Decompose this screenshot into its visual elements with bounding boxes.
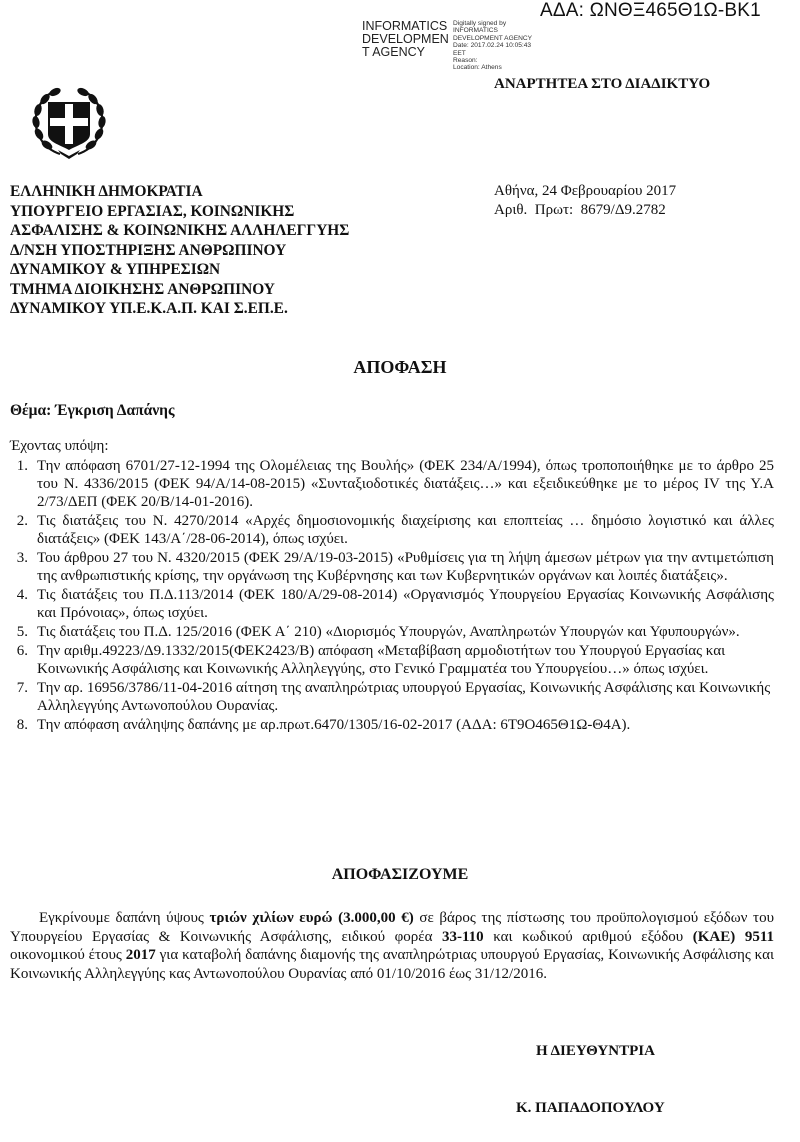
authority-line: ΔΥΝΑΜΙΚΟΥ ΥΠ.Ε.Κ.Α.Π. ΚΑΙ Σ.ΕΠ.Ε.: [10, 300, 288, 317]
authority-line: ΔΥΝΑΜΙΚΟΥ & ΥΠΗΡΕΣΙΩΝ: [10, 261, 221, 278]
list-item: [10, 623, 774, 641]
signature-detail-line: Digitally signed by: [453, 20, 507, 27]
item-number: 1.: [16, 458, 28, 474]
digital-signer: [362, 20, 449, 59]
authority-line: ΤΜΗΜΑ ΔΙΟΙΚΗΣΗΣ ΑΝΘΡΩΠΙΝΟΥ: [10, 280, 275, 298]
ada-code: ΑΔΑ: ΩΝΘΞ465Θ1Ω-ΒΚ1: [540, 0, 761, 21]
item-text: Τις διατάξεις του Π.Δ. 125/2016 (ΦΕΚ Α΄ 210) «Διορισμός Υπουργών, Αναπληρωτών Υπουργών και Υφυπουργών».: [37, 624, 740, 640]
item-text: Την αριθμ.49223/Δ9.1332/2015(ΦΕΚ2423/Β) απόφαση «Μεταβίβαση αρμοδιοτήτων του Υπουργού Εργασίας και Κοινωνικής Ασφάλισης και Κοινωνικής Αλληλεγγύης, στο Γενικό Γραμματέα του Υπουργείου…» όπως ισχύει.: [37, 643, 726, 677]
authority-line: Δ/ΝΣΗ ΥΠΟΣΤΗΡΙΞΗΣ ΑΝΘΡΩΠΙΝΟΥ: [10, 241, 287, 259]
issuing-authority: [10, 182, 349, 319]
signatory-title: Η ΔΙΕΥΘΥΝΤΡΙΑ: [536, 1043, 655, 1059]
special-body-code: 33-110: [441, 928, 484, 945]
protocol-number: Αριθ. Πρωτ: 8679/Δ9.2782: [494, 202, 666, 218]
list-item: [10, 586, 774, 622]
decision-text: και κωδικού αριθμού εξόδου: [483, 928, 693, 945]
considering-label: Έχοντας υπόψη:: [10, 438, 109, 454]
decision-text: Εγκρίνουμε δαπάνη ύψους: [39, 910, 210, 926]
signature-detail-line: INFORMATICS: [453, 27, 498, 35]
item-number: 8.: [16, 717, 28, 733]
list-item: [10, 716, 774, 734]
signer-line: INFORMATICS: [362, 19, 448, 33]
place-date: Αθήνα, 24 Φεβρουαρίου 2017: [494, 183, 677, 199]
item-number: 7.: [16, 680, 28, 696]
item-number: 4.: [16, 587, 28, 603]
item-text: Την αρ. 16956/3786/11-04-2016 αίτηση της αναπληρώτριας υπουργού Εργασίας, Κοινωνικής Ασφάλισης και Κοινωνικής Αλληλεγγύης Αντωνοπούλου Ουρανίας.: [37, 680, 771, 714]
decision-text: σε βάρος της πίστωσης του προϋπολογισμού εξόδων του Υπουργείου Εργασίας & Κοινωνικής Ασφάλισης, ειδικού φορέα: [10, 910, 774, 945]
list-item: [10, 512, 774, 548]
item-text: Την απόφαση ανάληψης δαπάνης με αρ.πρωτ.6470/1305/16-02-2017 (ΑΔΑ: 6Τ9Ο465Θ1Ω-Θ4Α).: [37, 717, 631, 733]
decision-heading: ΑΠΟΦΑΣΙΖΟΥΜΕ: [331, 866, 469, 883]
signature-detail-line: Reason:: [453, 57, 478, 65]
decision-paragraph: [10, 909, 774, 983]
decision-text: για καταβολή δαπάνης διαμονής της αναπληρώτριας υπουργού Εργασίας, Κοινωνικής Ασφάλισης και Κοινωνικής Αλληλεγγύης κας Αντωνοπούλου Ουρανίας από 01/10/2016 έως 31/12/2016.: [10, 947, 774, 982]
item-number: 2.: [16, 513, 28, 529]
signature-detail-line: EET: [453, 49, 466, 57]
document-subject: Θέμα: Έγκριση Δαπάνης: [10, 402, 175, 419]
date-protocol: [494, 182, 676, 220]
list-item: [10, 549, 774, 585]
decision-text: οικονομικού έτους: [10, 947, 126, 963]
decision-amount: τριών χιλίων ευρώ (3.000,00 €): [209, 910, 414, 926]
list-item: [10, 679, 774, 715]
signature-detail-line: Location: Athens: [453, 64, 502, 72]
fiscal-year: 2017: [125, 947, 156, 963]
list-item: [10, 457, 774, 511]
item-text: Την απόφαση 6701/27-12-1994 της Ολομέλειας της Βουλής» (ΦΕΚ 234/Α/1994), όπως τροποποιήθηκε με το άρθρο 25 του Ν. 4336/2015 (ΦΕΚ 94/Α/14-08-2015) «Συνταξιοδοτικές διατάξεις…» και εξειδικεύθηκε με το μέρος IV της Υ.Α 2/73/ΔΕΠ (ΦΕΚ 20/Β/14-01-2016).: [37, 458, 774, 510]
authority-line: ΥΠΟΥΡΓΕΙΟ ΕΡΓΑΣΙΑΣ, ΚΟΙΝΩΝΙΚΗΣ: [10, 202, 295, 220]
signature-detail-line: Date: 2017.02.24 10:05:43: [453, 42, 532, 50]
item-number: 5.: [16, 624, 28, 640]
expense-code: (ΚΑΕ) 9511: [692, 928, 774, 945]
signatory-name: Κ. ΠΑΠΑΔΟΠΟΥΛΟΥ: [516, 1100, 665, 1116]
authority-line: ΑΣΦΑΛΙΣΗΣ & ΚΟΙΝΩΝΙΚΗΣ ΑΛΛΗΛΕΓΓΥΗΣ: [10, 222, 350, 239]
signature-details: [453, 20, 532, 72]
signature-detail-line: DEVELOPMENT AGENCY: [453, 34, 533, 42]
item-number: 3.: [16, 550, 28, 566]
authority-line: ΕΛΛΗΝΙΚΗ ΔΗΜΟΚΡΑΤΙΑ: [10, 183, 203, 200]
list-item: [10, 642, 774, 678]
item-number: 6.: [16, 643, 28, 659]
document-title: ΑΠΟΦΑΣΗ: [353, 357, 447, 377]
signer-line: DEVELOPMEN: [362, 32, 449, 46]
greek-coat-of-arms-icon: [30, 84, 108, 160]
item-text: Του άρθρου 27 του Ν. 4320/2015 (ΦΕΚ 29/Α/19-03-2015) «Ρυθμίσεις για τη λήψη άμεσων μέτρων για την αντιμετώπιση της ανθρωπιστικής κρίσης, την οργάνωση της Κυβέρνησης και των Κυβερνητικών οργάνων και λοιπές διατάξεις».: [37, 550, 774, 584]
item-text: Τις διατάξεις του Π.Δ.113/2014 (ΦΕΚ 180/Α/29-08-2014) «Οργανισμός Υπουργείου Εργασίας Κοινωνικής Ασφάλισης και Πρόνοιας», όπως ισχύει.: [37, 587, 774, 621]
item-text: Τις διατάξεις του Ν. 4270/2014 «Αρχές δημοσιονομικής διαχείρισης και εποπτείας … δημόσιο λογιστικό και άλλες διατάξεις» (ΦΕΚ 143/Α΄/28-06-2014), όπως ισχύει.: [37, 513, 774, 547]
publish-notice: ΑΝΑΡΤΗΤΕΑ ΣΤΟ ΔΙΑΔΙΚΤΥΟ: [494, 76, 711, 92]
considerations-list: [10, 457, 774, 735]
signer-line: T AGENCY: [362, 45, 425, 59]
